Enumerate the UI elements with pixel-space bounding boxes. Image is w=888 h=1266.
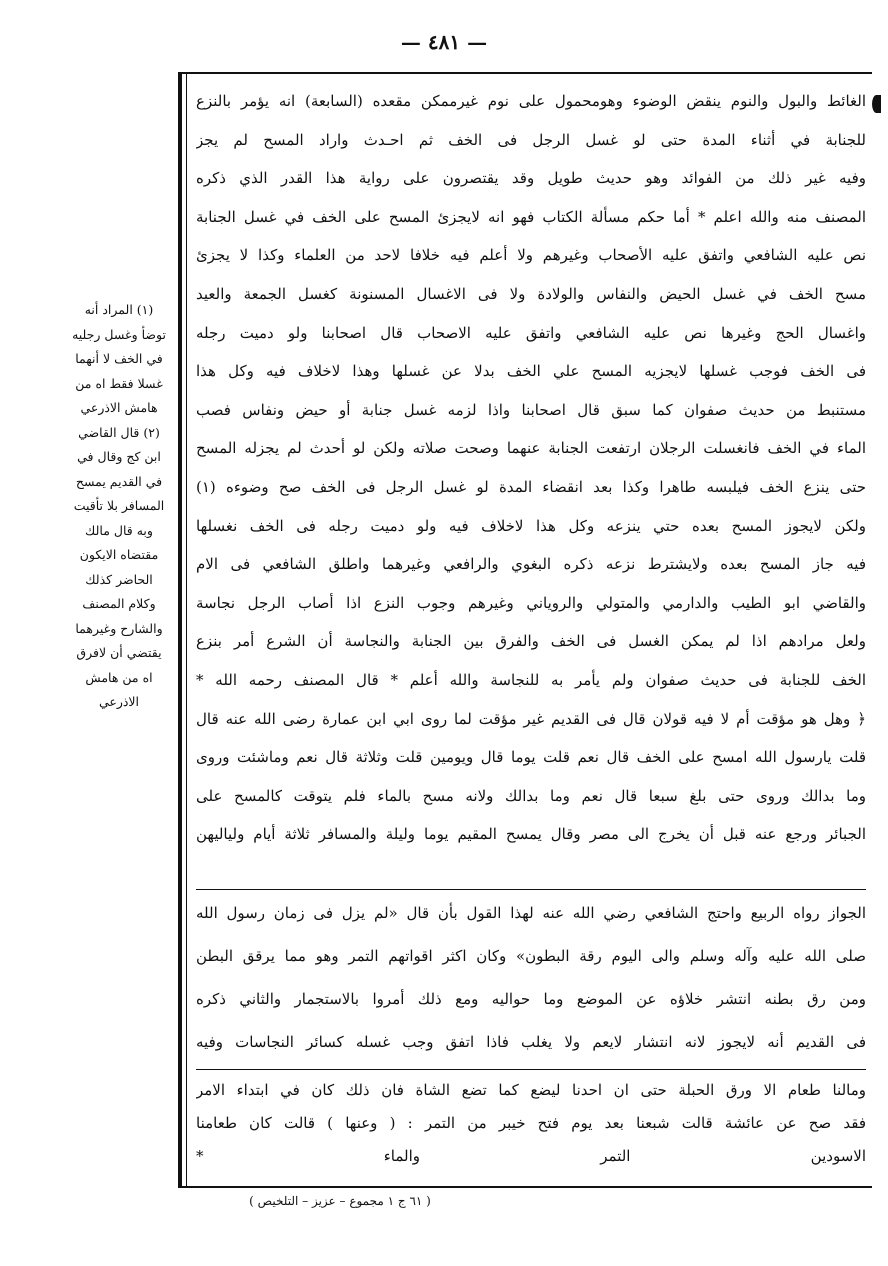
text-line: المصنف منه والله اعلم * أما حكم مسألة الكتاب فهو انه لايجزئ المسح على الخف في غسل الجنابة: [196, 207, 866, 226]
footnote-line: ومن رق بطنه انتشر خلاؤه عن الموضع وما حواليه ومع ذلك أمروا بالاستجمار والثاني ذكره: [196, 990, 866, 1008]
text-line: الماء في الخف فانغسلت الرجلان ارتفعت الجنابة عنهما وصحت صلاته ولكن لو أحدث لم يجزله المسح: [196, 439, 866, 458]
margin-note-line: وبه قال مالك: [85, 522, 153, 538]
footnote-line: فقد صح عن عائشة قالت شبعنا بعد يوم فتح خيبر من التمر : ( وعنها ) قالت كان طعامنا: [196, 1114, 866, 1132]
footnote-line: صلى الله عليه وآله وسلم والى اليوم رقة البطون» وكان اكثر اقواتهم التمر وهو مما يرقق البطن: [196, 947, 866, 965]
footnote-line: الجواز رواه الربيع واحتج الشافعي رضي الله عنه لهذا القول بأن قال «لم يزل فى زمان رسول الله: [196, 904, 866, 922]
margin-note-line: غسلا فقط اه من: [75, 375, 163, 391]
text-line: الخف للجنابة فى حديث صفوان ولم يأمر به للنجاسة والله أعلم * قال المصنف رحمه الله *: [196, 670, 866, 689]
margin-note: [60, 298, 178, 715]
margin-note-line: مقتضاه الايكون: [79, 547, 159, 562]
margin-note-line: في القديم يمسح: [75, 473, 163, 489]
margin-note-line: ابن كج وقال في: [77, 449, 161, 464]
page-number: — ٤٨١ —: [400, 30, 488, 54]
footnote-line: ومالنا طعام الا ورق الحبلة حتى ان احدنا ليضع كما تضع الشاة فان ذلك كان في ابتداء الامر: [196, 1081, 866, 1099]
text-line: ولعل مرادهم اذا لم يمكن الغسل فى الخف والفرق بين الجنابة والنجاسة أن الشرع أمر بنزع: [196, 632, 866, 651]
margin-note-line: توضأ وغسل رجليه: [72, 326, 166, 342]
margin-note-line: (٢) قال القاضي: [78, 424, 160, 440]
footnote-line: الاسودين التمر والماء *: [196, 1147, 866, 1165]
text-line: حتى ينزع الخف فيلبسه طاهرا وكذا بعد انقضاء المدة لو غسل الرجل فى الخف صح وضوءه (١): [196, 477, 866, 496]
footnote-line: فى القديم أنه لايجوز لانه انتشار لايعم ولا يغلب فاذا اتفق وجب غسله كسائر النجاسات وفيه: [196, 1033, 866, 1051]
text-line: فيه جاز المسح بعده ولايشترط نزعه ذكره البغوي والرافعي وغيرهما واطلق الشافعي فى الام: [196, 555, 866, 574]
text-line: للجنابة في أثناء المدة حتى لو غسل الرجل فى الخف ثم احـدث واراد المسح لم يجز: [196, 130, 866, 149]
text-frame: [178, 72, 872, 1188]
text-line: ﴿ وهل هو مؤقت أم لا فيه قولان قال فى القديم غير مؤقت لما روى ابي ابن عمارة رضى الله عنه قال: [196, 709, 866, 728]
margin-note-line: (١) المراد أنه: [84, 302, 154, 317]
bottom-signature: ( ٦١ ج ١ مجموع – عزيز – التلخيص ): [249, 1194, 431, 1208]
margin-note-line: الحاضر كذلك: [85, 571, 153, 587]
text-line: الجبائر ورجع عنه قبل أن يخرج الى مصر وقال يمسح المقيم يوما وليلة والمسافر ثلاثة أيام ولياليهن: [196, 825, 866, 844]
text-line: وما بدالك وروى حتى بلغ سبعا قال نعم وما بدالك ولانه مسح بالماء فلم يتوقت كالمسح على: [196, 786, 866, 805]
footnote-divider: [196, 889, 866, 890]
margin-note-line: وكلام المصنف: [82, 596, 156, 611]
margin-note-line: يقتضي أن لافرق: [76, 645, 162, 660]
text-line: الغائط والبول والنوم ينقض الوضوء وهومحمول على نوم غيرممكن مقعده (السابعة) انه يؤمر بالنزع: [196, 92, 866, 110]
edge-mark: [872, 95, 881, 113]
margin-note-line: المسافر بلا تأقيت: [73, 498, 165, 513]
main-text: [196, 82, 866, 854]
margin-note-line: الاذرعي: [98, 694, 140, 709]
margin-note-line: هامش الاذرعي: [80, 400, 158, 415]
text-line: والقاضي ابو الطيب والدارمي والمتولي والروياني وغيرهم وجوب النزع اذا أصاب الرجل نجاسة: [196, 593, 866, 612]
text-line: نص عليه الشافعي واتفق عليه الأصحاب وغيرهم ولا أعلم فيه خلافا لاحد من العلماء وكذا لا يجزئ: [196, 246, 866, 265]
footnote-1: [196, 892, 866, 1064]
margin-note-line: اه من هامش: [85, 669, 153, 685]
text-line: مستنبط من حديث صفوان كما سبق قال اصحابنا واذا لزمه غسل جنابة أو حيض ونفاس فصب: [196, 400, 866, 419]
footnote-divider: [196, 1069, 866, 1070]
text-line: واغسال الحج وغيرها نص عليه الشافعي واتفق عليه الاصحاب قال اصحابنا ولو دميت رجله: [196, 323, 866, 342]
text-line: فى الخف فوجب غسلها لايجزيه المسح علي الخف بدلا عن غسلها وهذا لاخلاف فيه وكل هذا: [196, 362, 866, 381]
text-line: ولكن لايجوز المسح بعده حتي ينزعه وكل هذا لاخلاف فيه ولو دميت رجله فى الخف نغسلها: [196, 516, 866, 535]
margin-note-line: في الخف لا أنهما: [75, 351, 163, 366]
footnote-2: [196, 1074, 866, 1173]
text-line: مسح الخف في غسل الحيض والنفاس والولادة ولا فى الاغسال المسنونة كغسل الجمعة والعيد: [196, 284, 866, 303]
text-line: وفيه غير ذلك من الفوائد وهو حديث طويل وقد يقتصرون على رواية هذا القدر الذي ذكره: [196, 169, 866, 188]
margin-note-line: والشارح وغيرهما: [75, 620, 163, 636]
text-line: قلت يارسول الله امسح على الخف قال نعم قلت يوما قال ويومين قلت وثلاثة قال نعم وماشئت وروى: [196, 748, 866, 767]
